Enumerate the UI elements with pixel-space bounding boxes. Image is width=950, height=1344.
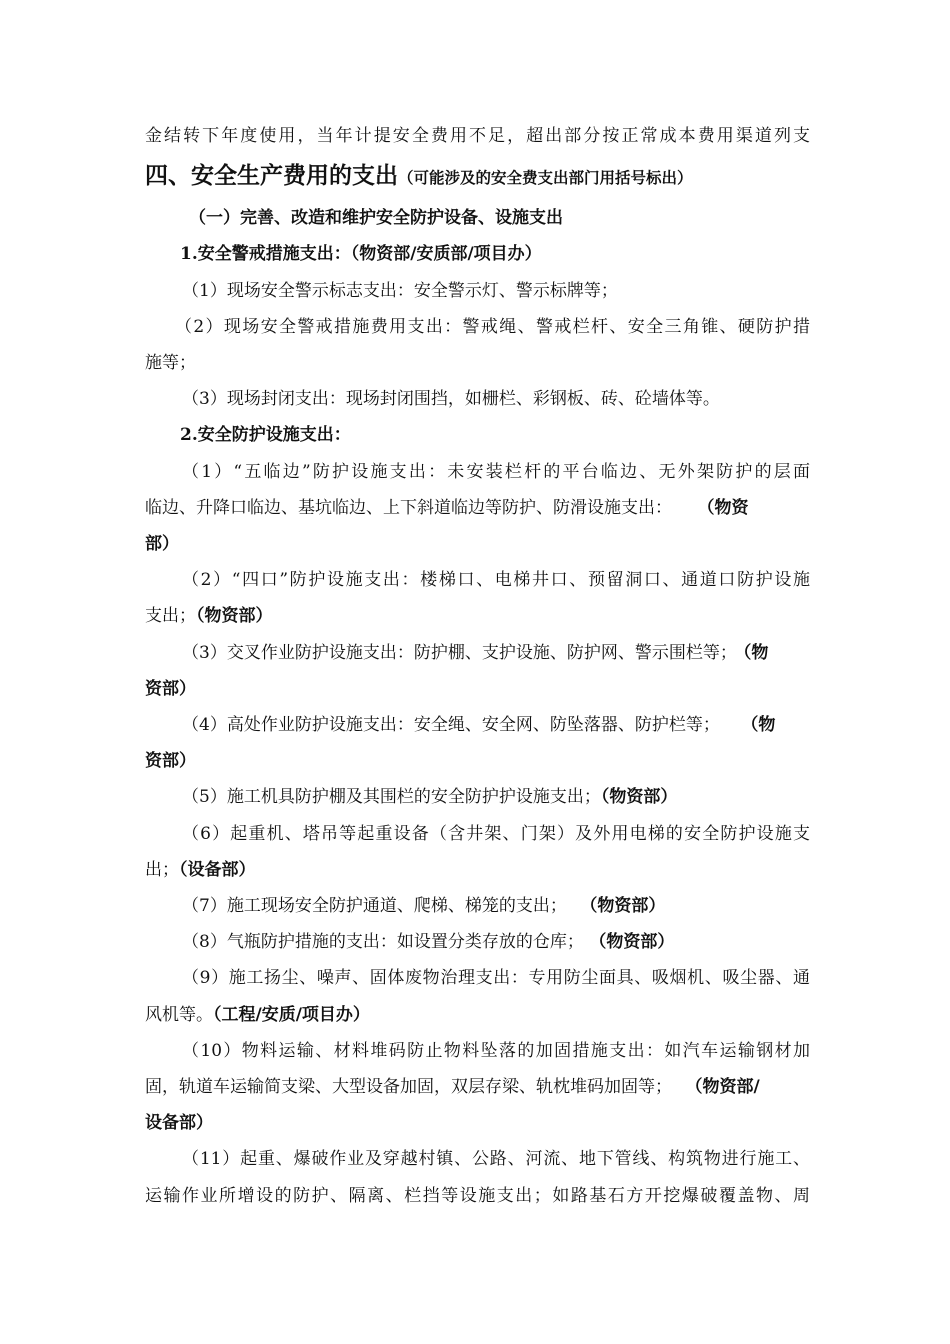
item-2-6-dept: （设备部） [179,859,256,880]
document-body [145,118,810,1214]
item-2-4-line-b: 资部） [145,751,196,772]
item-2-1-dept: （物资 [706,497,749,518]
item-2-10-text: 固，轨道车运输简支梁、大型设备加固，双层存梁、轨枕堆码加固等； [145,1077,672,1098]
item-2-3-line-a [145,635,810,671]
item-2-11-line-b: 运输作业所增设的防护、隔离、栏挡等设施支出；如路基石方开挖爆破覆盖物、周 [145,1185,810,1206]
subsection-heading: （一）完善、改造和维护安全防护设备、设施支出 [189,208,563,229]
section-heading-text: 四、安全生产费用的支出 [145,162,398,190]
heading-1 [145,236,810,272]
item-2-5-dept: （物资部） [600,787,678,808]
item-2-10-line-c: 设备部） [145,1113,213,1134]
item-2-4-dept: （物 [749,715,776,736]
item-2-7-dept: （物资部） [588,896,666,917]
item-2-10-line-a: （10）物料运输、材料堆码防止物料坠落的加固措施支出：如汽车运输钢材加 [182,1040,810,1061]
item-1-3: （3）现场封闭支出：现场封闭围挡，如栅栏、彩钢板、砖、砼墙体等。 [182,389,720,410]
heading-2: 2.安全防护设施支出： [180,425,351,446]
item-2-7 [145,888,810,924]
item-2-6-line-b [145,852,810,888]
item-2-6-text: 出； [145,859,179,880]
item-2-2-line-a: （2）“四口”防护设施支出：楼梯口、电梯井口、预留洞口、通道口防护设施 [182,570,810,591]
item-2-3-text: （3）交叉作业防护设施支出：防护棚、支护设施、防护网、警示围栏等； [182,642,737,663]
item-2-1-line-b [145,490,810,526]
item-2-1-text: 临边、升降口临边、基坑临边、上下斜道临边等防护、防滑设施支出： [145,497,672,518]
item-2-3-dept: （物 [742,642,769,663]
item-2-1-line-a: （1）“五临边”防护设施支出：未安装栏杆的平台临边、无外架防护的层面 [182,461,810,482]
section-heading [145,154,810,200]
item-2-3-line-b: 资部） [145,678,196,699]
item-2-9-line-a: （9）施工扬尘、噪声、固体废物治理支出：专用防尘面具、吸烟机、吸尘器、通 [182,968,810,989]
item-2-9-dept: （工程/安质/项目办） [213,1004,370,1025]
item-1-2-line-b: 施等； [145,353,196,374]
item-2-9-line-b [145,997,810,1033]
item-2-11-line-a: （11）起重、爆破作业及穿越村镇、公路、河流、地下管线、构筑物进行施工、 [182,1149,810,1170]
item-2-10-line-b [145,1069,810,1105]
item-2-5-text: （5）施工机具防护棚及其围栏的安全防护护设施支出； [182,787,601,808]
heading-1-text: 1.安全警戒措施支出： [180,244,351,265]
item-2-10-dept: （物资部/ [694,1077,760,1098]
item-2-4-line-a [145,707,810,743]
item-2-8-dept: （物资部） [597,932,675,953]
section-heading-note: （可能涉及的安全费支出部门用括号标出） [398,168,693,188]
item-2-2-dept: （物资部） [196,606,273,627]
item-2-8-text: （8）气瓶防护措施的支出：如设置分类存放的仓库； [182,932,584,953]
item-2-2-text: 支出； [145,606,196,627]
item-2-1-line-c: 部） [145,534,179,555]
item-2-4-text: （4）高处作业防护设施支出：安全绳、安全网、防坠落器、防护栏等； [182,715,720,736]
heading-1-dept: （物资部/安质部/项目办） [350,244,542,265]
intro-line: 金结转下年度使用，当年计提安全费用不足，超出部分按正常成本费用渠道列支 [145,126,810,146]
item-2-7-text: （7）施工现场安全防护通道、爬梯、梯笼的支出； [182,896,567,917]
item-1-1: （1）现场安全警示标志支出：安全警示灯、警示标牌等； [182,280,618,301]
item-1-2-line-a: （2）现场安全警戒措施费用支出：警戒绳、警戒栏杆、安全三角锥、硬防护措 [175,316,810,337]
item-2-2-line-b [145,598,810,634]
item-2-6-line-a: （6）起重机、塔吊等起重设备（含井架、门架）及外用电梯的安全防护设施支 [182,823,810,844]
item-2-9-text: 风机等。 [145,1004,213,1025]
item-2-8 [145,924,810,960]
item-2-5 [145,779,810,815]
